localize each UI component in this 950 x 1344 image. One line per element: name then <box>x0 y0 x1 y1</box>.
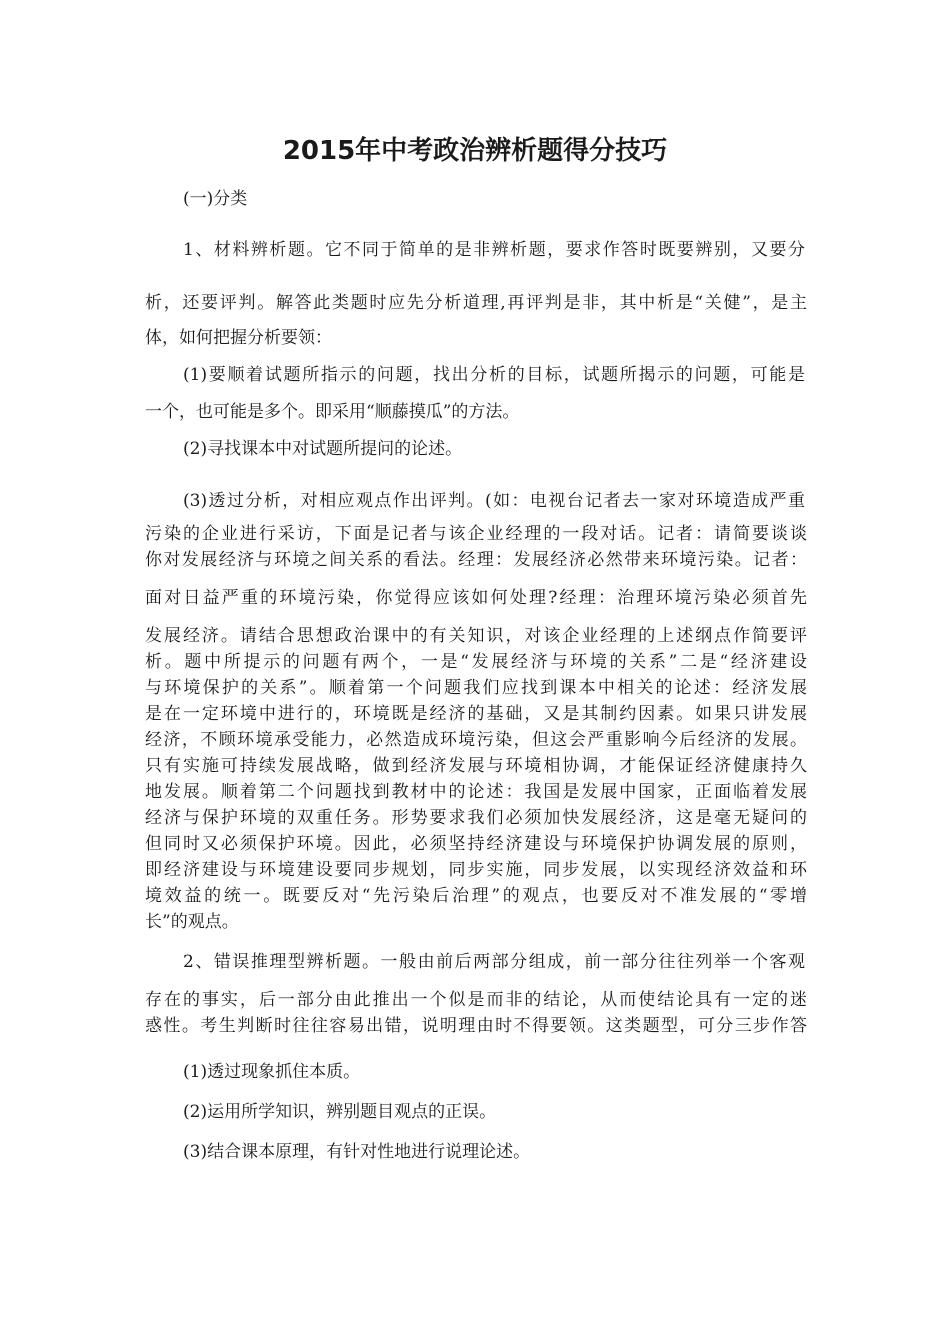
paragraph-line: 经济与保护环境的双重任务。形势要求我们必须加快发展经济，这是毫无疑问的 <box>145 808 807 828</box>
paragraph-line: 惑性。考生判断时往往容易出错，说明理由时不得要领。这类题型，可分三步作答 <box>145 1016 807 1036</box>
paragraph-line: 但同时又必须保护环境。因此，必须坚持经济建设与环境保护协调发展的原则， <box>145 834 807 854</box>
paragraph-line: 存在的事实，后一部分由此推出一个似是而非的结论，从而使结论具有一定的迷 <box>145 990 807 1010</box>
paragraph-line: 发展经济。请结合思想政治课中的有关知识，对该企业经理的上述纲点作简要评 <box>145 626 807 646</box>
paragraph-line: 只有实施可持续发展战略，做到经济发展与环境相协调，才能保证经济健康持久 <box>145 756 807 776</box>
paragraph-line: 面对日益严重的环境污染，你觉得应该如何处理?经理：治理环境污染必须首先 <box>145 588 807 608</box>
paragraph-line: 地发展。顺着第二个问题找到教材中的论述：我国是发展中国家，正面临着发展 <box>145 782 807 802</box>
paragraph-line: 即经济建设与环境建设要同步规划，同步实施，同步发展，以实现经济效益和环 <box>145 860 807 880</box>
paragraph-line: (3)结合课本原理，有针对性地进行说理论述。 <box>183 1142 531 1162</box>
paragraph-line: 析，还要评判。解答此类题时应先分析道理,再评判是非，其中析是“关健”，是主 <box>145 293 807 313</box>
paragraph-line: 长”的观点。 <box>145 912 239 932</box>
paragraph-line: 境效益的统一。既要反对“先污染后治理”的观点，也要反对不准发展的“零增 <box>145 886 807 906</box>
paragraph-line: 体，如何把握分析要领： <box>145 328 332 348</box>
paragraph-line: (3)透过分析，对相应观点作出评判。(如：电视台记者去一家对环境造成严重 <box>183 491 805 511</box>
paragraph-line: 2、错误推理型辨析题。一般由前后两部分组成，前一部分往往列举一个客观 <box>183 952 805 972</box>
paragraph-line: (1)要顺着试题所指示的问题，找出分析的目标，试题所揭示的问题，可能是 <box>183 365 805 385</box>
paragraph-line: 污染的企业进行采访，下面是记者与该企业经理的一段对话。记者：请简要谈谈 <box>145 524 807 544</box>
paragraph-line: 你对发展经济与环境之间关系的看法。经理：发展经济必然带来环境污染。记者： <box>145 550 807 570</box>
paragraph-line: 一个，也可能是多个。即采用“顺藤摸瓜”的方法。 <box>145 402 520 422</box>
paragraph-line: (1)透过现象抓住本质。 <box>183 1062 361 1082</box>
paragraph-line: 是在一定环境中进行的，环境既是经济的基础，又是其制约因素。如果只讲发展 <box>145 704 807 724</box>
page-title: 2015年中考政治辨析题得分技巧 <box>282 136 668 166</box>
paragraph-line: (2)运用所学知识，辨别题目观点的正误。 <box>183 1102 497 1122</box>
section-heading: (一)分类 <box>183 189 248 209</box>
paragraph-line: 析。题中所提示的问题有两个，一是“发展经济与环境的关系”二是“经济建设 <box>145 652 807 672</box>
paragraph-line: 1、材料辨析题。它不同于简单的是非辨析题，要求作答时既要辨别，又要分 <box>183 240 805 260</box>
paragraph-line: 与环境保护的关系”。顺着第一个问题我们应找到课本中相关的论述：经济发展 <box>145 678 807 698</box>
paragraph-line: 经济，不顾环境承受能力，必然造成环境污染，但这会严重影响今后经济的发展。 <box>145 730 807 750</box>
paragraph-line: (2)寻找课本中对试题所提问的论述。 <box>183 439 463 459</box>
